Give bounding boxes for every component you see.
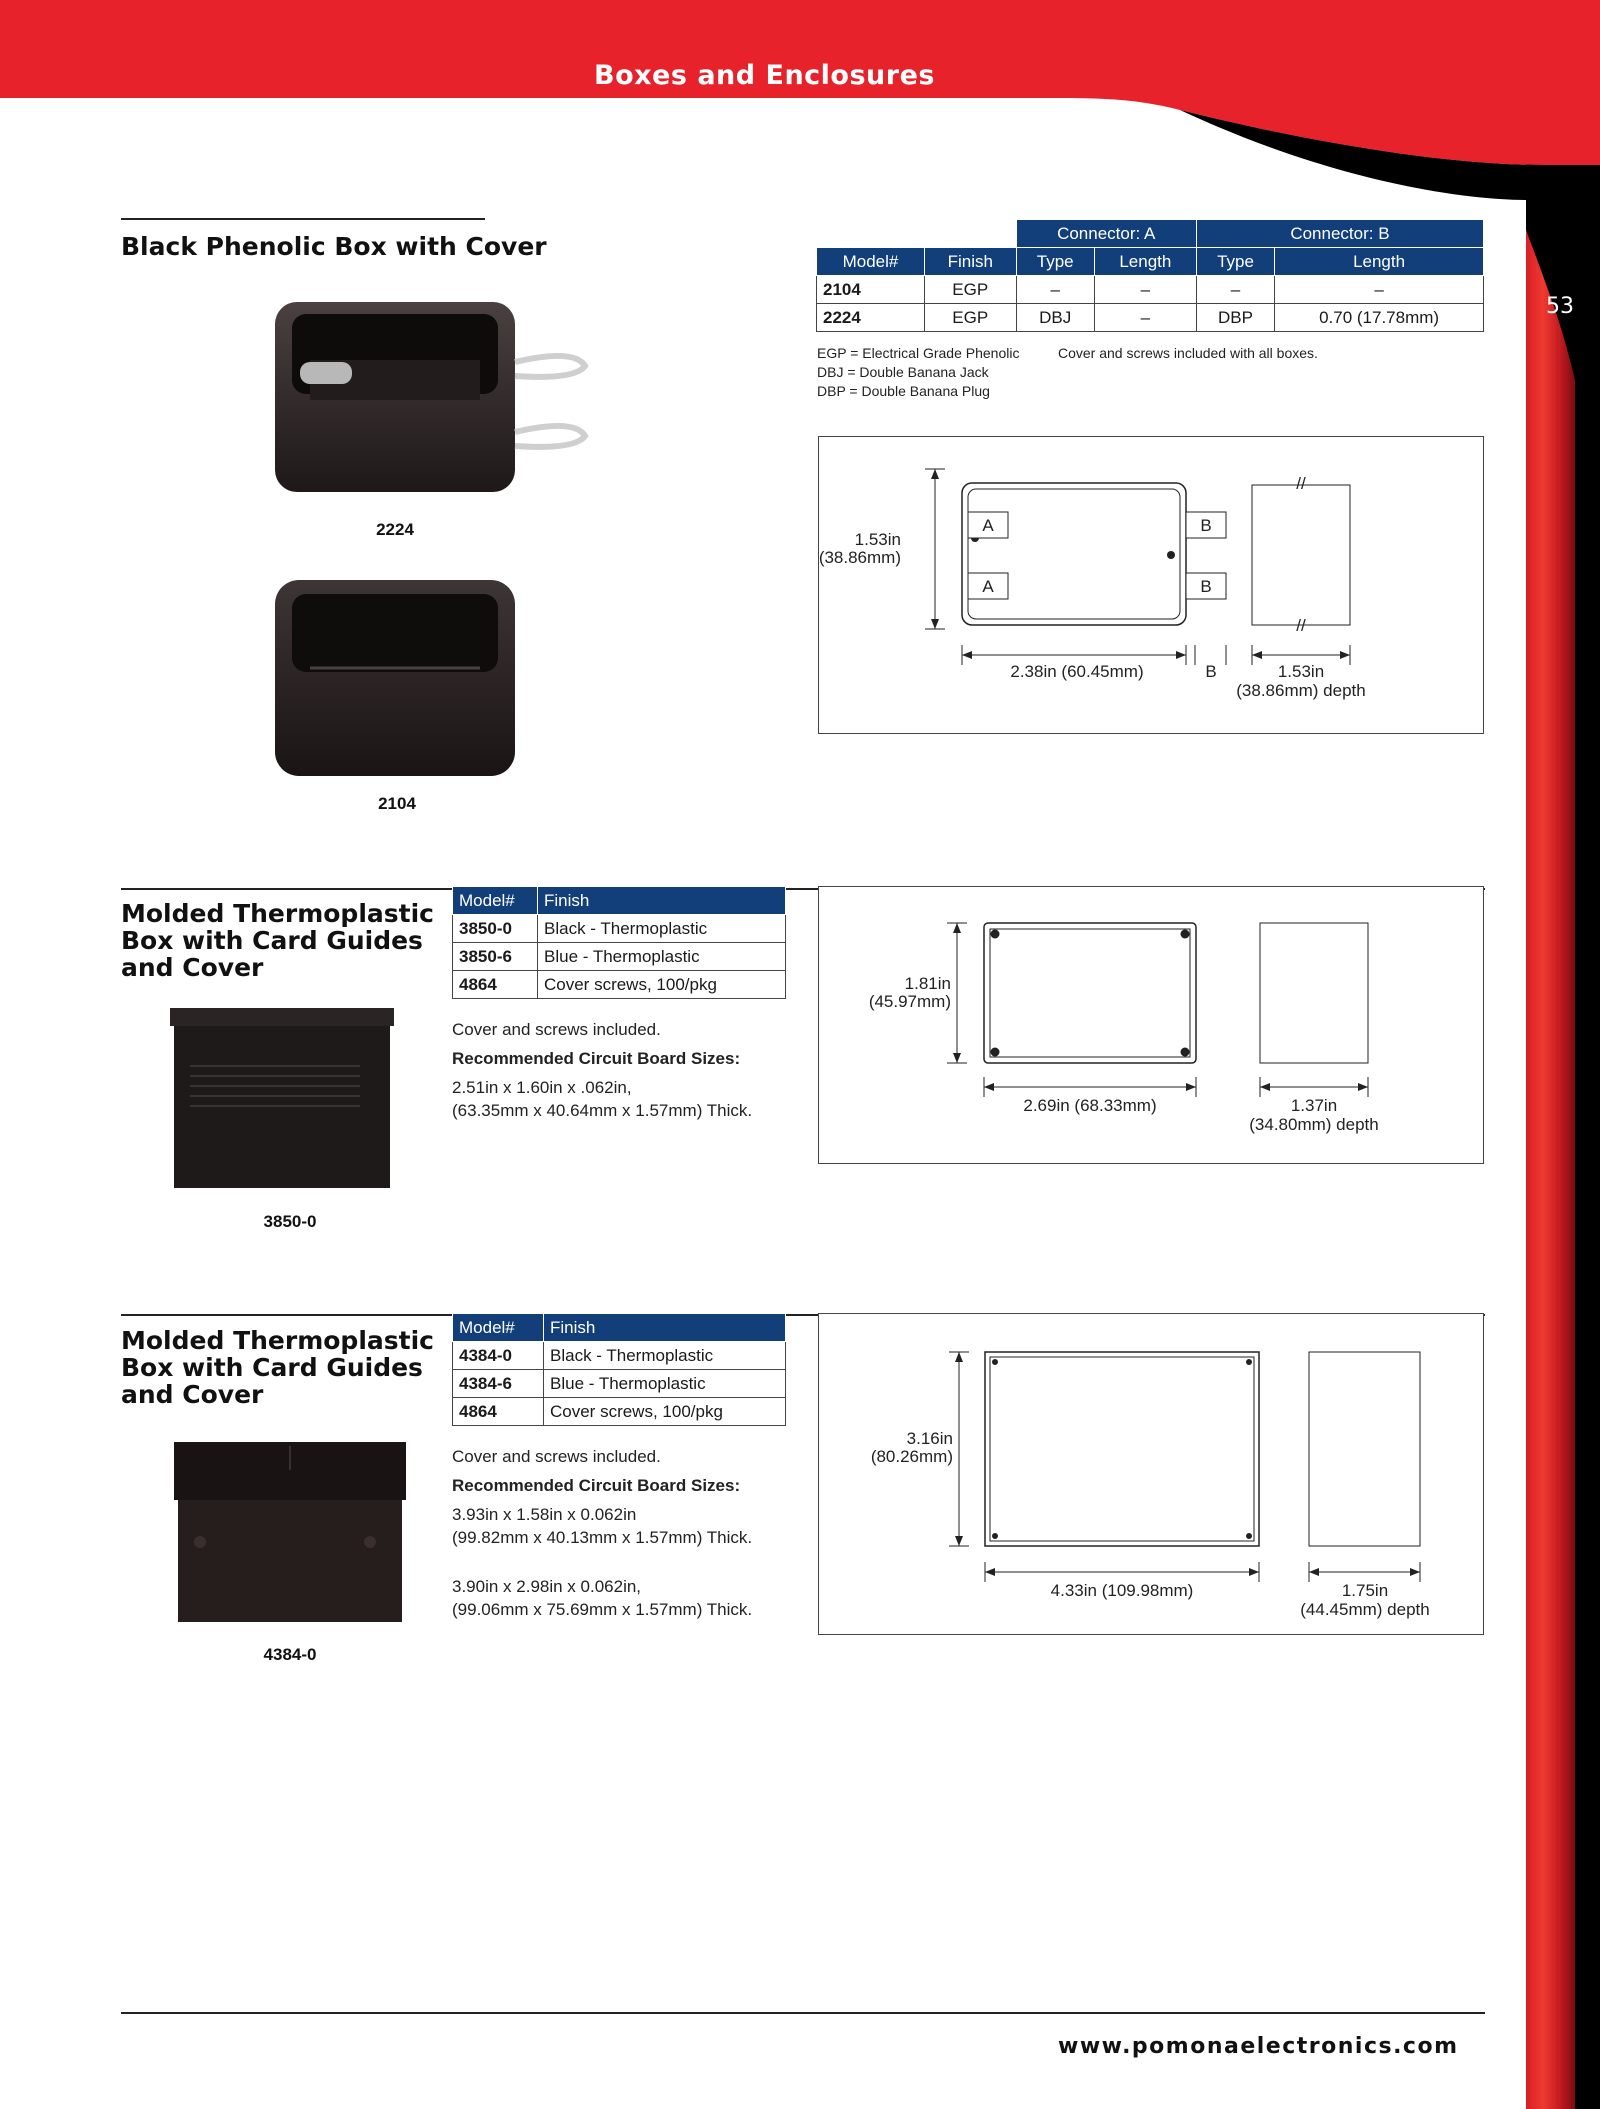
spec-table-4384	[452, 1313, 786, 1426]
column-header: Length	[1275, 248, 1484, 276]
height-label-mm: (45.97mm)	[868, 992, 951, 1011]
footer-url-link[interactable]: www.pomonaelectronics.com	[1058, 2034, 1459, 2059]
table-cell: 4864	[453, 1398, 544, 1426]
table-cell: EGP	[924, 276, 1016, 304]
table-cell: Blue - Thermoplastic	[538, 943, 786, 971]
footer-rule	[121, 2012, 1485, 2014]
photo-caption: 2104	[378, 794, 416, 813]
height-label: 1.53in	[854, 530, 901, 549]
board-size: (99.06mm x 75.69mm x 1.57mm) Thick.	[452, 1600, 753, 1619]
sidebar-red-strip	[1526, 230, 1575, 2109]
product-photo-2104	[270, 580, 530, 780]
dimension-diagram-drawing	[819, 437, 1483, 733]
column-header: Model#	[817, 248, 925, 276]
table-cell: EGP	[924, 304, 1016, 332]
height-label: 1.81in	[904, 974, 951, 993]
column-header: Finish	[538, 887, 786, 915]
column-header: Type	[1196, 248, 1274, 276]
table-row	[453, 1342, 786, 1370]
legend-item: EGP = Electrical Grade Phenolic	[817, 345, 1020, 361]
group-header-connector-b: Connector: B	[1196, 220, 1483, 248]
column-header: Model#	[453, 887, 538, 915]
depth-label: 1.37in	[1290, 1096, 1338, 1115]
connector-b-label: B	[1200, 516, 1212, 535]
column-header: Finish	[544, 1314, 786, 1342]
section-title: Black Phenolic Box with Cover	[121, 232, 547, 261]
spec-table-3850	[452, 886, 786, 999]
dimension-diagram-drawing	[819, 887, 1483, 1163]
product-photo-3850-0	[160, 1006, 400, 1194]
table-cell: –	[1094, 276, 1196, 304]
column-header: Model#	[453, 1314, 544, 1342]
table-cell: Black - Thermoplastic	[544, 1342, 786, 1370]
page-number: 53	[1546, 294, 1574, 319]
product-notes	[452, 1445, 752, 1621]
table-cell: 2104	[817, 276, 925, 304]
table-row	[817, 304, 1484, 332]
table-row	[453, 943, 786, 971]
section-title-line: Box with Card Guides	[121, 926, 423, 955]
section-title-line: Molded Thermoplastic	[121, 899, 434, 928]
b-label: B	[1205, 662, 1217, 681]
included-note: Cover and screws included with all boxes.	[1058, 345, 1318, 361]
photo-caption: 3850-0	[263, 1212, 317, 1231]
table-row	[453, 915, 786, 943]
spec-table-phenolic	[816, 219, 1484, 332]
table-cell: –	[1016, 276, 1094, 304]
section-title-line: Box with Card Guides	[121, 1353, 423, 1382]
board-size: (99.82mm x 40.13mm x 1.57mm) Thick.	[452, 1528, 753, 1547]
board-size: 2.51in x 1.60in x .062in,	[452, 1078, 632, 1097]
column-header: Finish	[924, 248, 1016, 276]
dimension-diagram-4384	[818, 1313, 1484, 1635]
photo-caption: 2224	[376, 520, 414, 539]
depth-label-mm: (44.45mm) depth	[1300, 1600, 1430, 1619]
section-title	[121, 900, 434, 981]
width-label: 4.33in (109.98mm)	[1050, 1581, 1194, 1600]
table-cell: –	[1094, 304, 1196, 332]
connector-a-label: A	[982, 577, 994, 596]
table-cell: 3850-0	[453, 915, 538, 943]
table-row	[453, 1370, 786, 1398]
rec-sizes-heading: Recommended Circuit Board Sizes:	[452, 1476, 741, 1495]
photo-caption: 4384-0	[263, 1645, 317, 1664]
height-label-mm: (38.86mm)	[819, 548, 901, 567]
table-row	[453, 1398, 786, 1426]
product-photo-2224	[250, 292, 590, 502]
section-title-line: and Cover	[121, 953, 264, 982]
table-cell: Blue - Thermoplastic	[544, 1370, 786, 1398]
connector-a-label: A	[982, 516, 994, 535]
table-cell: 0.70 (17.78mm)	[1275, 304, 1484, 332]
section-title	[121, 1327, 434, 1408]
dimension-diagram-drawing	[819, 1314, 1483, 1634]
height-label-mm: (80.26mm)	[870, 1447, 953, 1466]
table-cell: DBP	[1196, 304, 1274, 332]
board-size: 3.93in x 1.58in x 0.062in	[452, 1505, 637, 1524]
section-title-line: Molded Thermoplastic	[121, 1326, 434, 1355]
table-cell: –	[1275, 276, 1484, 304]
table-cell: DBJ	[1016, 304, 1094, 332]
board-size: (63.35mm x 40.64mm x 1.57mm) Thick.	[452, 1101, 753, 1120]
table-cell: 3850-6	[453, 943, 538, 971]
legend-item: DBP = Double Banana Plug	[817, 383, 990, 399]
board-size: 3.90in x 2.98in x 0.062in,	[452, 1577, 642, 1596]
included-note: Cover and screws included.	[452, 1447, 661, 1466]
table-cell: 4384-0	[453, 1342, 544, 1370]
product-notes	[452, 1018, 752, 1122]
section-rule	[121, 218, 485, 220]
table-cell: 2224	[817, 304, 925, 332]
connector-b-label: B	[1200, 577, 1212, 596]
dimension-diagram-3850	[818, 886, 1484, 1164]
legend-list	[817, 344, 1019, 401]
table-cell: Black - Thermoplastic	[538, 915, 786, 943]
rec-sizes-heading: Recommended Circuit Board Sizes:	[452, 1049, 741, 1068]
group-header-connector-a: Connector: A	[1016, 220, 1196, 248]
table-cell: 4864	[453, 971, 538, 999]
column-header: Type	[1016, 248, 1094, 276]
table-cell: –	[1196, 276, 1274, 304]
table-row	[453, 971, 786, 999]
table-cell: 4384-6	[453, 1370, 544, 1398]
depth-label: 1.53in	[1277, 662, 1325, 681]
break-mark: //	[1296, 616, 1306, 635]
product-photo-4384-0	[170, 1440, 410, 1628]
table-row	[817, 276, 1484, 304]
legend-item: DBJ = Double Banana Jack	[817, 364, 989, 380]
height-label: 3.16in	[906, 1429, 953, 1448]
table-cell: Cover screws, 100/pkg	[544, 1398, 786, 1426]
dimension-diagram-phenolic	[818, 436, 1484, 734]
depth-label-mm: (34.80mm) depth	[1249, 1115, 1379, 1134]
width-label: 2.69in (68.33mm)	[1023, 1096, 1157, 1115]
included-note: Cover and screws included.	[452, 1020, 661, 1039]
table-cell: Cover screws, 100/pkg	[538, 971, 786, 999]
depth-label-mm: (38.86mm) depth	[1236, 681, 1366, 700]
column-header: Length	[1094, 248, 1196, 276]
page-header-title: Boxes and Enclosures	[594, 60, 935, 91]
break-mark: //	[1296, 474, 1306, 493]
depth-label: 1.75in	[1341, 1581, 1389, 1600]
section-title-line: and Cover	[121, 1380, 264, 1409]
width-label: 2.38in (60.45mm)	[1010, 662, 1144, 681]
